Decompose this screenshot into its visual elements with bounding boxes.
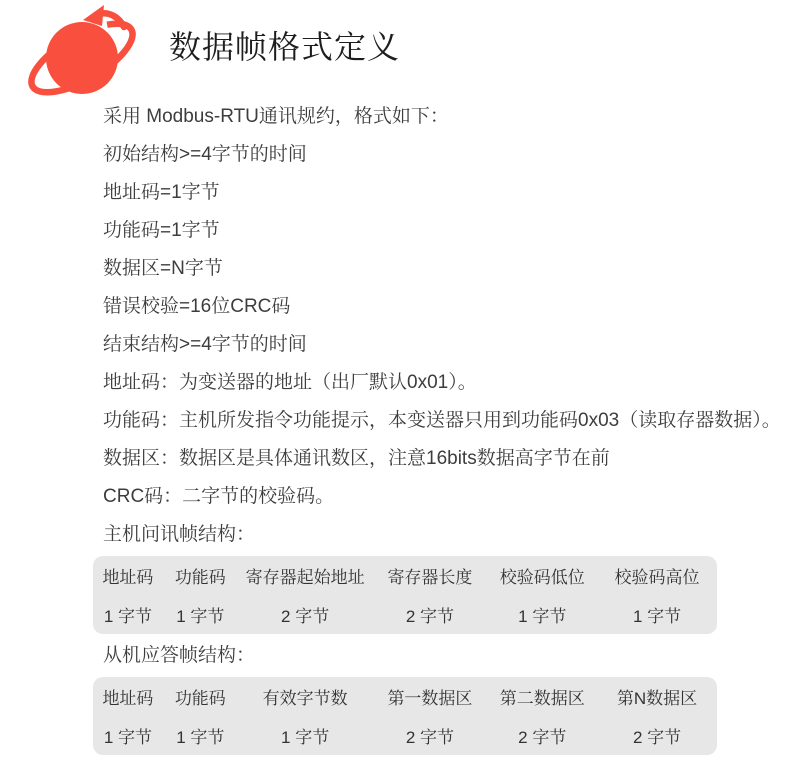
table-value-row bbox=[93, 595, 717, 634]
table-value-cell: 1 字节 bbox=[176, 728, 225, 747]
spec-line-initial-structure: 初始结构>=4字节的时间 bbox=[103, 144, 307, 165]
table-header-cell: 寄存器起始地址 bbox=[245, 568, 365, 587]
slave-response-frame-table bbox=[93, 677, 717, 755]
spec-line-error-check: 错误校验=16位CRC码 bbox=[103, 296, 291, 317]
spec-line-address-code: 地址码=1字节 bbox=[103, 182, 220, 203]
table-value-cell: 1 字节 bbox=[632, 607, 682, 626]
table-header-cell: 功能码 bbox=[174, 568, 226, 587]
table-value-cell: 2 字节 bbox=[281, 607, 330, 626]
intro-line: 采用 Modbus-RTU通讯规约，格式如下： bbox=[103, 106, 449, 127]
table-value-cell: 1 字节 bbox=[103, 728, 153, 747]
master-query-frame-table bbox=[93, 556, 717, 634]
spec-line-end-structure: 结束结构>=4字节的时间 bbox=[103, 334, 307, 355]
table-header-row bbox=[93, 556, 717, 595]
section-label-master-query: 主机问讯帧结构： bbox=[103, 524, 256, 545]
header bbox=[0, 0, 790, 100]
desc-line-data-area: 数据区：数据区是具体通讯数区，注意16bits数据高字节在前 bbox=[103, 448, 610, 469]
desc-line-address-code: 地址码：为变送器的地址（出厂默认0x01）。 bbox=[103, 372, 477, 393]
table-header-cell: 寄存器长度 bbox=[387, 568, 473, 587]
table-value-row bbox=[93, 716, 717, 755]
table-header-cell: 第一数据区 bbox=[387, 689, 473, 708]
table-value-cell: 1 字节 bbox=[518, 607, 567, 626]
desc-line-crc-code: CRC码：二字节的校验码。 bbox=[103, 486, 335, 507]
table-header-cell: 有效字节数 bbox=[262, 689, 348, 708]
table-header-cell: 校验码低位 bbox=[499, 568, 585, 587]
section-label-slave-response: 从机应答帧结构： bbox=[103, 645, 256, 666]
desc-line-function-code: 功能码：主机所发指令功能提示，本变送器只用到功能码0x03（读取存器数据）。 bbox=[103, 410, 781, 431]
table-header-cell: 第二数据区 bbox=[499, 689, 585, 708]
table-value-cell: 2 字节 bbox=[405, 607, 455, 626]
page-title: 数据帧格式定义 bbox=[169, 29, 401, 65]
table-value-cell: 1 字节 bbox=[103, 607, 153, 626]
table-value-cell: 1 字节 bbox=[176, 607, 225, 626]
table-header-cell: 第N数据区 bbox=[616, 689, 698, 708]
orbit-planet-logo bbox=[20, 2, 150, 106]
table-header-cell: 地址码 bbox=[102, 568, 154, 587]
planet-circle bbox=[46, 22, 118, 94]
spec-line-data-area: 数据区=N字节 bbox=[103, 258, 223, 279]
table-header-row bbox=[93, 677, 717, 716]
table-header-cell: 地址码 bbox=[102, 689, 154, 708]
table-value-cell: 1 字节 bbox=[281, 728, 330, 747]
table-header-cell: 功能码 bbox=[174, 689, 226, 708]
content bbox=[0, 100, 790, 755]
table-value-cell: 2 字节 bbox=[518, 728, 567, 747]
table-value-cell: 2 字节 bbox=[405, 728, 455, 747]
table-header-cell: 校验码高位 bbox=[614, 568, 700, 587]
spec-line-function-code: 功能码=1字节 bbox=[103, 220, 220, 241]
table-value-cell: 2 字节 bbox=[632, 728, 682, 747]
orbit-planet-icon bbox=[20, 2, 150, 106]
